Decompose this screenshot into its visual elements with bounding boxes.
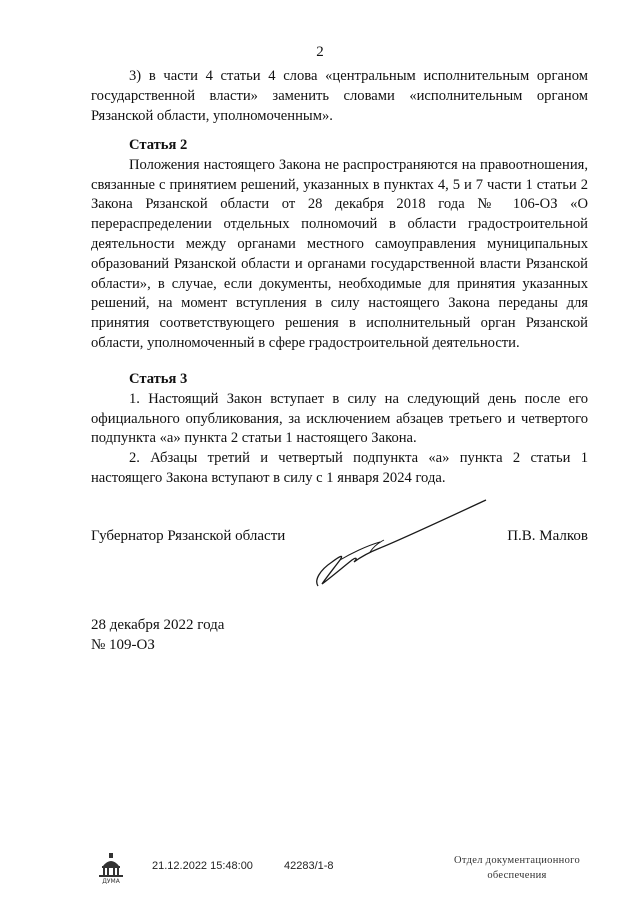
article2-section (91, 136, 588, 354)
page-number: 2 (316, 44, 324, 60)
article3-heading: Статья 3 (129, 371, 188, 387)
footer-department-line1: Отдел документационного (453, 855, 581, 866)
signing-date: 28 декабря 2022 года (91, 617, 225, 633)
svg-text:ДУМА: ДУМА (102, 878, 120, 884)
footer-reg-number: 42283/1-8 (284, 860, 334, 872)
article1-tail (91, 67, 588, 126)
article3-section (91, 370, 588, 489)
footer-department (432, 853, 602, 883)
law-number: № 109-ОЗ (91, 637, 155, 653)
handwritten-signature (310, 494, 490, 594)
footer-department-line2: обеспечения (487, 870, 547, 881)
article3-item1: 1. Настоящий Закон вступает в силу на следующий день после его официального опубликования, за исключением абзацев третьего и четвертого подпункта «а» пункта 2 статьи 1 настоящего Закона. (91, 390, 588, 447)
signatory-position: Губернатор Рязанской области (91, 528, 286, 544)
article3-item2: 2. Абзацы третий и четвертый подпункта «а» пункта 2 статьи 1 настоящего Закона вступают в силу с 1 января 2024 года. (91, 450, 588, 486)
footer-timestamp: 21.12.2022 15:48:00 (152, 860, 253, 872)
signatory-name: П.В. Малков (507, 528, 588, 544)
duma-logo-icon (96, 852, 126, 884)
article2-text: Положения настоящего Закона не распространяются на правоотношения, связанные с принятием решений, указанных в пунктах 4, 5 и 7 части 1 статьи 2 Закона Рязанской области от 28 декабря 2018 года № 106-ОЗ «О перераспределении отдельных полномочий в области градостроительной деятельности между органами местного самоуправления муниципальных образований Рязанской области и органами государственной власти Рязанской области», в случае, если документы, необходимые для принятия указанных решений, на момент вступления в силу настоящего Закона переданы для принятия соответствующего решения в исполнительный орган Рязанской области, уполномоченный в сфере градостроительной деятельности. (91, 156, 588, 351)
signing-info (91, 615, 224, 655)
article2-heading: Статья 2 (129, 137, 188, 153)
article1-item3: 3) в части 4 статьи 4 слова «центральным исполнительным органом государственной власти» заменить словами «исполнительным органом Рязанской области, уполномоченным». (91, 68, 588, 124)
